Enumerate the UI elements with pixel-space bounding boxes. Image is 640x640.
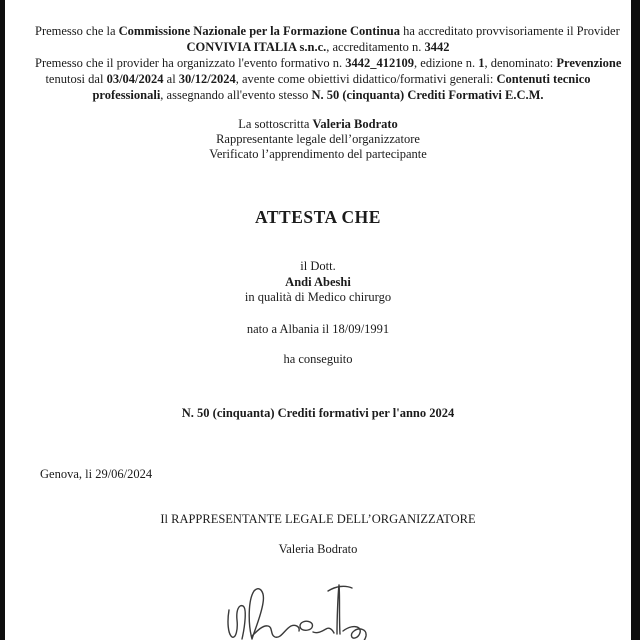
certificate-content	[5, 0, 631, 557]
credits-awarded-line: N. 50 (cinquanta) Crediti formativi per l'anno 2024	[181, 405, 455, 420]
declarant-block	[35, 117, 601, 162]
text-line: Premesso che il provider ha organizzato l'evento formativo n. 3442_412109, edizione n. 1, denominato: Prevenzione	[35, 56, 622, 70]
place-date-line: Genova, li 29/06/2024	[40, 466, 153, 481]
recipient-title: il Dott.	[300, 259, 336, 273]
recipient-role: in qualità di Medico chirurgo	[244, 290, 392, 304]
certificate-page	[5, 0, 631, 640]
handwritten-signature-icon	[225, 582, 375, 640]
text-line: La sottoscritta Valeria Bodrato	[238, 117, 398, 131]
legal-representative-heading: Il RAPPRESENTANTE LEGALE DELL’ORGANIZZATORE	[160, 511, 476, 526]
signer-name: Valeria Bodrato	[278, 541, 358, 556]
text-line: CONVIVIA ITALIA s.n.c., accreditamento n. 3442	[186, 40, 450, 54]
text-line: Verificato l’apprendimento del partecipante	[209, 147, 427, 161]
recipient-birth-line: nato a Albania il 18/09/1991	[246, 321, 390, 336]
text-line: Rappresentante legale dell’organizzatore	[216, 132, 420, 146]
recipient-block	[35, 259, 601, 306]
text-line: tenutosi dal 03/04/2024 al 30/12/2024, avente come obiettivi didattico/formativi generali: Contenuti tecnico	[45, 72, 591, 86]
recipient-name: Andi Abeshi	[285, 274, 351, 289]
preamble-paragraph	[35, 23, 622, 103]
achievement-line: ha conseguito	[283, 351, 353, 366]
attesta-heading: ATTESTA CHE	[255, 207, 381, 227]
text-line: professionali, assegnando all'evento stesso N. 50 (cinquanta) Crediti Formativi E.C.M.	[92, 88, 544, 102]
text-line: Premesso che la Commissione Nazionale per la Formazione Continua ha accreditato provvisoriamente il Provider	[35, 24, 620, 38]
